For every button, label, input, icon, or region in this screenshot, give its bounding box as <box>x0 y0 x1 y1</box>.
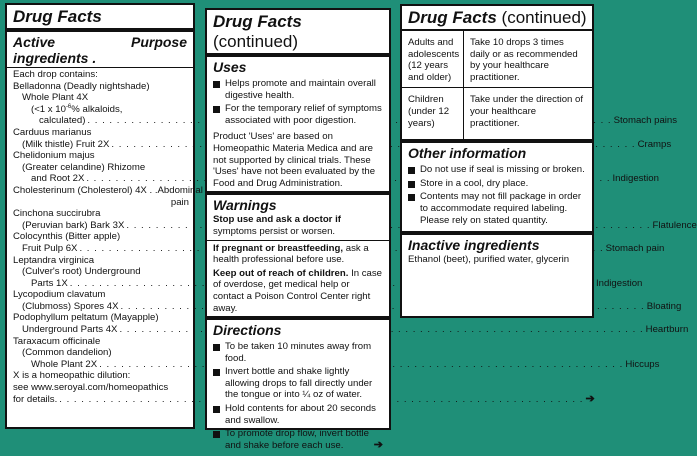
bullet-square-icon <box>213 344 220 351</box>
ingredient-purpose: Flatulence <box>652 219 697 231</box>
dosage-amount: Take under the direction of your healthcare practitioner. <box>470 94 584 129</box>
warning-bold: Stop use and ask a doctor if <box>213 214 341 226</box>
uses-list <box>207 76 389 131</box>
ingredient-row <box>13 358 660 371</box>
list-item <box>213 341 383 364</box>
ingredient-purpose: Indigestion <box>595 277 643 289</box>
dosage-who: Children (under 12 years) <box>402 88 464 139</box>
ingredient-text: (Clubmoss) Spores 4X <box>22 300 119 312</box>
ingredient-text: calculated) <box>39 115 86 127</box>
list-item-text: To be taken 10 minutes away from food. <box>225 341 372 364</box>
ingredient-purpose: Stomach pains <box>613 115 678 127</box>
ingredient-text: % alkaloids, <box>71 103 123 115</box>
panel-title-main: Drug Facts <box>213 12 302 31</box>
ingredient-row <box>13 277 643 290</box>
other-information-list <box>402 162 592 231</box>
ingredient-row <box>13 115 678 127</box>
ingredient-row <box>13 184 203 197</box>
ingredient-line: (Greater celandine) Rhizome <box>22 161 146 173</box>
uses-note: Product 'Uses' are based on Homeopathic Materia Medica and are not supported by clinical trials. These 'Uses' have not been evaluated by the Food and Drug Administration. <box>213 131 376 189</box>
uses-heading: Uses <box>213 59 247 75</box>
ingredient-text: (Peruvian bark) Bark 3X <box>22 219 125 231</box>
active-ingredients-heading <box>7 32 193 67</box>
panel-title <box>402 6 592 29</box>
bullet-square-icon <box>213 406 220 413</box>
active-ingredients-label: Active ingredients . <box>13 34 97 66</box>
warning-text: symptoms persist or worsen. <box>213 225 336 237</box>
list-item-text: Helps promote and maintain overall digestive health. <box>225 78 376 101</box>
list-item-text: Hold contents for about 20 seconds and swallow. <box>225 403 376 426</box>
ingredient-line <box>13 104 189 116</box>
ingredient-row <box>13 300 682 313</box>
list-item-text: Store in a cool, dry place. <box>420 177 529 189</box>
purpose-label: Purpose <box>130 34 187 50</box>
footnote-line: for details. <box>13 393 58 405</box>
list-item <box>213 366 383 401</box>
ingredient-purpose: Hiccups <box>625 358 660 370</box>
list-item <box>408 178 586 190</box>
list-item-text: Invert bottle and shake lightly allowing drops to fall directly under the tongue or into ¼ oz of water. <box>225 366 373 401</box>
list-item <box>213 78 383 101</box>
bullet-square-icon <box>408 167 415 174</box>
footnote-row <box>13 392 595 406</box>
ingredient-purpose: Stomach pain <box>605 242 665 254</box>
list-item-text: For the temporary relief of symptoms associated with poor digestion. <box>225 103 382 126</box>
ingredient-purpose: pain <box>170 196 189 208</box>
ingredient-text: and Root 2X <box>31 173 85 185</box>
ingredient-line: Leptandra virginica <box>13 254 95 266</box>
continue-arrow-icon: ➔ <box>373 438 383 451</box>
inactive-ingredients-heading: Inactive ingredients <box>408 237 540 254</box>
ingredient-line: Lycopodium clavatum <box>13 289 106 301</box>
dosage-who: Adults and adolescents (12 years and older) <box>402 31 464 87</box>
panel-title-main: Drug Facts <box>408 8 497 27</box>
list-item <box>213 103 383 126</box>
ingredient-line: Belladonna (Deadly nightshade) <box>13 80 150 92</box>
list-item-text: Contents may not fill package in order to accommodate required labeling. Please rely on stated quantity. <box>420 191 582 226</box>
ingredient-line: Carduus marianus <box>13 126 92 138</box>
children-warning <box>207 268 389 316</box>
bullet-square-icon <box>408 194 415 201</box>
bullet-square-icon <box>213 81 220 88</box>
bullet-square-icon <box>213 431 220 438</box>
inactive-ingredients-text: Ethanol (beet), purified water, glycerin <box>408 254 570 266</box>
list-item <box>408 191 586 226</box>
panel-title: Drug Facts <box>13 7 102 26</box>
drug-facts-panel-2 <box>205 8 391 451</box>
bullet-square-icon <box>213 369 220 376</box>
bullet-square-icon <box>213 106 220 113</box>
panel-title-suffix: (continued) <box>213 32 299 51</box>
footnote-line: X is a homeopathic dilution: <box>13 370 131 382</box>
continue-arrow-icon: ➔ <box>585 392 595 405</box>
dosage-table <box>402 31 592 139</box>
drug-facts-panel-3 <box>400 4 594 318</box>
ingredient-line: Cinchona succirubra <box>13 208 101 220</box>
ingredient-purpose: Bloating <box>646 300 682 312</box>
ingredient-row <box>13 138 672 151</box>
list-item <box>408 164 586 176</box>
ingredient-text: Cholesterinum (Cholesterol) 4X . . <box>13 184 158 196</box>
ingredient-line: Podophyllum peltatum (Mayapple) <box>13 312 159 324</box>
list-item-text: To promote drop flow, invert bottle and shake before each use. <box>225 428 369 451</box>
warnings-heading: Warnings <box>213 197 277 214</box>
stop-use-warning <box>207 214 389 239</box>
ingredient-line: (Common dandelion) <box>22 347 112 359</box>
ingredient-line: Chelidonium majus <box>13 150 95 162</box>
directions-list <box>207 339 389 456</box>
bullet-square-icon <box>408 181 415 188</box>
ingredient-line: Taraxacum officinale <box>13 335 101 347</box>
directions-heading: Directions <box>213 322 282 339</box>
ingredient-text: Whole Plant 2X <box>31 358 98 370</box>
list-item-text: Do not use if seal is missing or broken. <box>420 164 585 176</box>
ingredient-line: (Culver's root) Underground <box>22 266 141 278</box>
footnote-line: see www.seroyal.com/homeopathics <box>13 382 169 394</box>
dosage-amount: Take 10 drops 3 times daily or as recommended by your healthcare practitioner. <box>470 37 578 83</box>
exponent: -6 <box>65 103 72 110</box>
ingredient-line: Whole Plant 4X <box>22 92 89 104</box>
list-item <box>213 403 383 426</box>
ingredient-purpose: Cramps <box>637 138 672 150</box>
panel-title <box>207 10 389 53</box>
ingredient-text: Underground Parts 4X <box>22 324 118 336</box>
ingredient-purpose: Abdominal <box>157 184 203 196</box>
list-item <box>213 428 383 451</box>
ingredient-text: (Milk thistle) Fruit 2X <box>22 138 110 150</box>
other-information-heading: Other information <box>408 145 527 162</box>
warning-bold: Keep out of reach of children. <box>213 267 349 279</box>
warning-text: In case of overdose, get medical help or contact a Poison Control Center right away. <box>213 267 383 314</box>
ingredient-text: Parts 1X <box>31 277 68 289</box>
ingredient-line: Colocynthis (Bitter apple) <box>13 231 121 243</box>
panel-title-suffix: (continued) <box>501 8 587 27</box>
pregnancy-warning <box>207 241 389 268</box>
warning-text: ask a health professional before use. <box>213 242 369 266</box>
ingredients-intro: Each drop contains: <box>13 69 98 80</box>
ingredient-text: (<1 x 10 <box>31 103 66 115</box>
warning-bold: If pregnant or breastfeeding, <box>213 242 344 254</box>
ingredient-purpose: Indigestion <box>612 173 659 185</box>
ingredient-purpose: Heartburn <box>645 324 689 336</box>
ingredient-text: Fruit Pulp 6X <box>22 242 78 254</box>
